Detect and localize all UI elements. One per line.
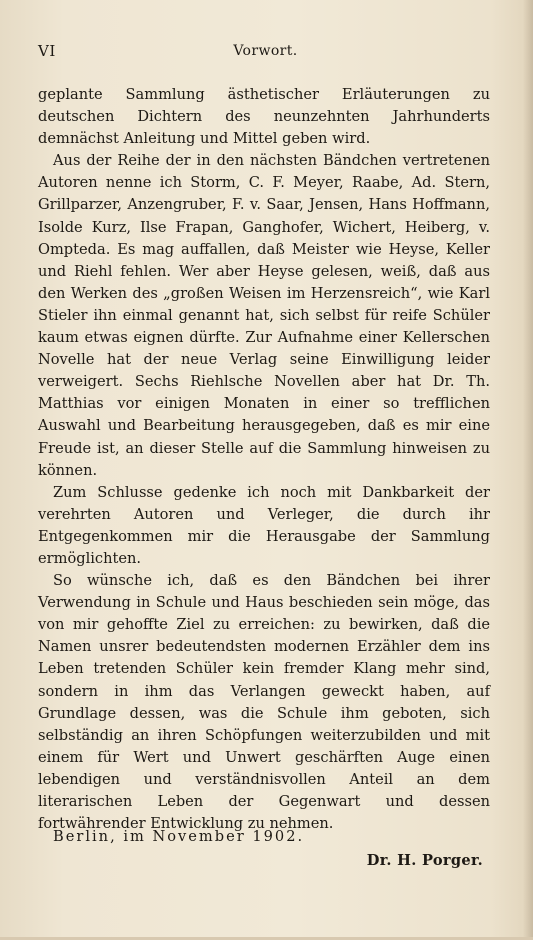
running-head: Vorwort. <box>233 43 298 59</box>
paragraph-continuation: geplante Sammlung ästhetischer Erläuterungen zu deutschen Dichtern des neunzehnten Jahrhunderts demnächst Anleitung und Mittel geben wird. <box>38 86 490 148</box>
paragraph-authors: Aus der Reihe der in den nächsten Bändchen vertretenen Autoren nenne ich Storm, C. F. Meyer, Raabe, Ad. Stern, Grillparzer, Anzengruber, F. v. Saar, Jensen, Hans Hoffmann, Isolde Kurz, Ilse Frapan, Ganghofer, Wichert, Heiberg, v. Ompteda. Es mag auffallen, daß Meister wie Heyse, Keller und Riehl fehlen. Wer aber Heyse gelesen, weiß, daß aus den Werken des „großen Weisen im Herzensreich“, wie Karl Stieler ihn einmal genannt hat, sich selbst für reife Schüler kaum etwas eignen dürfte. Zur Aufnahme einer Kellerschen Novelle hat der neue Verlag seine Einwilligung leider verweigert. Sechs Riehlsche Novellen aber hat Dr. Th. Matthias vor einigen Monaten in einer so trefflichen Auswahl und Bearbeitung herausgegeben, daß es mir eine Freude ist, an dieser Stelle auf die Sammlung hinweisen zu können. <box>38 152 490 479</box>
paragraph-wish: So wünsche ich, daß es den Bändchen bei ihrer Verwendung in Schule und Haus beschieden sein möge, das von mir gehoffte Ziel zu erreichen: zu bewirken, daß die Namen unsrer bedeutendsten modernen Erzähler dem ins Leben tretenden Schüler kein fremder Klang mehr sind, sondern in ihm das Verlangen geweckt haben, auf Grundlage dessen, was die Schule ihm geboten, sich selbständig an ihren Schöpfungen weiterzubilden und mit einem für Wert und Unwert geschärften Auge einen lebendigen und verständnisvollen Anteil an dem literarischen Leben der Gegenwart und dessen fortwährender Entwicklung zu nehmen. <box>38 572 490 833</box>
page-edge-shadow <box>523 0 533 940</box>
preface-body <box>38 84 490 835</box>
place-date: Berlin, im November 1902. <box>53 828 305 845</box>
page-number: VI <box>38 42 56 60</box>
signature: Dr. H. Porger. <box>366 852 483 869</box>
page-header <box>38 42 493 64</box>
paragraph-thanks: Zum Schlusse gedenke ich noch mit Dankbarkeit der verehrten Autoren und Verleger, die durch ihr Entgegenkommen mir die Herausgabe der Sammlung ermöglichten. <box>38 483 490 567</box>
